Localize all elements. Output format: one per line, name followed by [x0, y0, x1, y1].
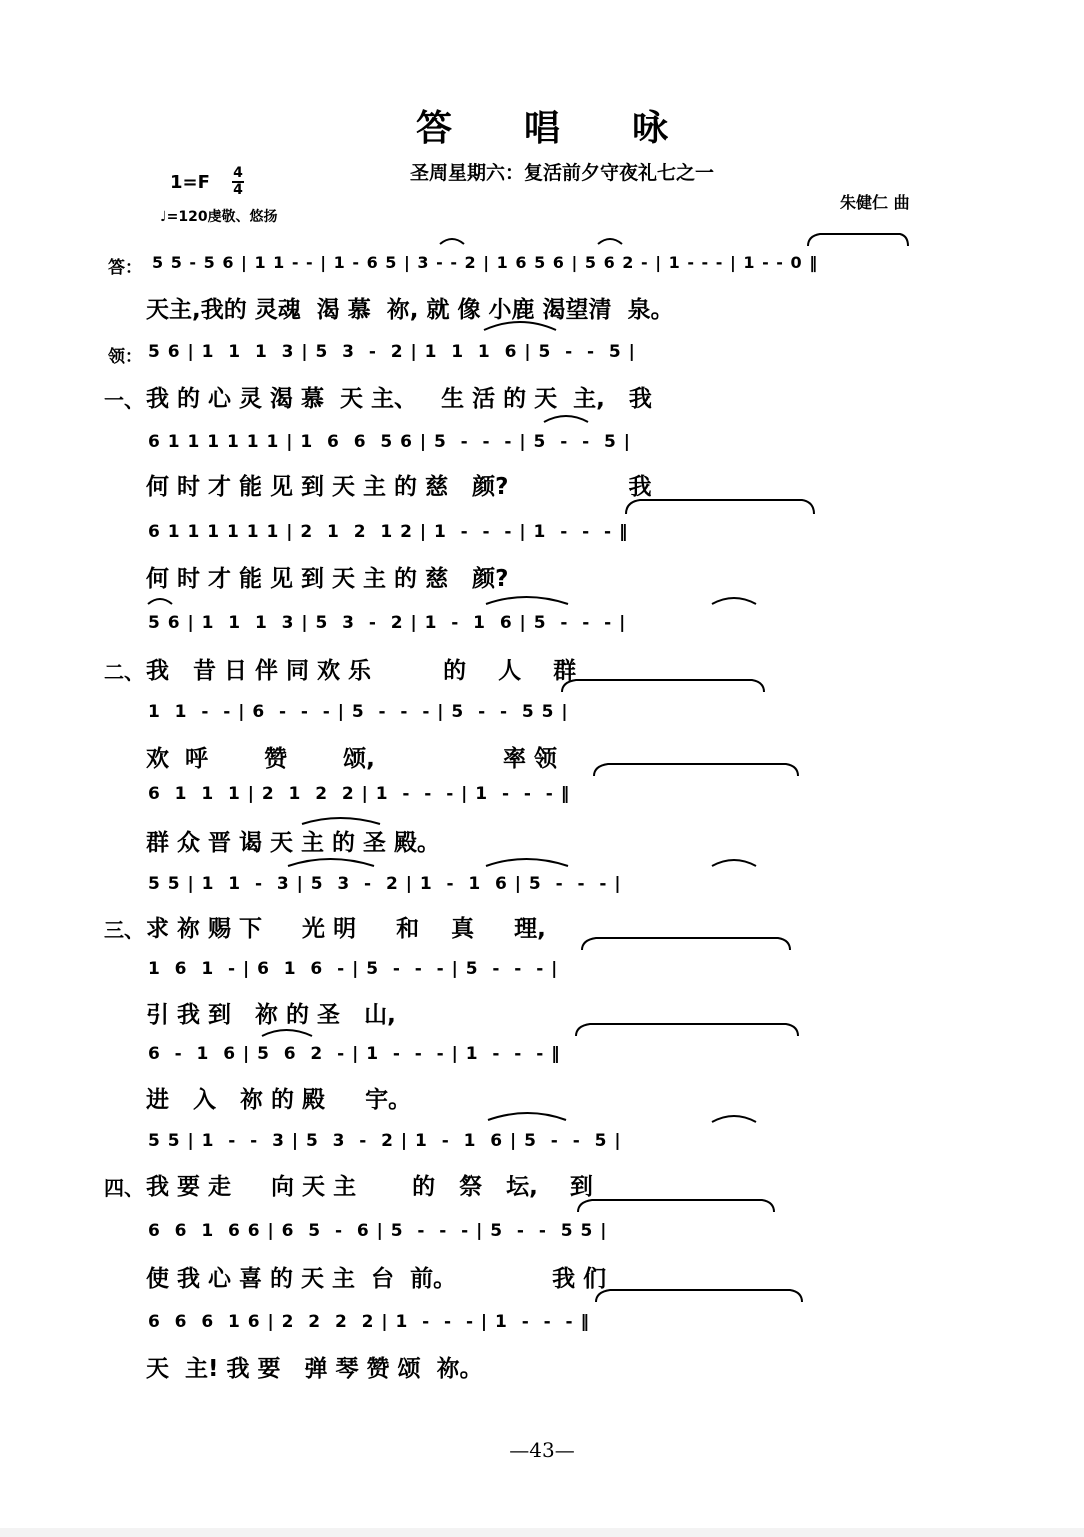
notes-line-3: 6 1 1 1 1 1 1 | 2 1 2 1 2 | 1 - - - | 1 - - - ‖: [148, 522, 629, 542]
notes-line-11: 6 6 1 6 6 | 6 5 - 6 | 5 - - - | 5 - - 5 5 |: [148, 1221, 608, 1241]
lyrics-line-7: 求 祢 赐 下 光 明 和 真 理,: [146, 916, 546, 942]
lyrics-line-8: 引 我 到 祢 的 圣 山,: [146, 1002, 396, 1028]
verse-2-prefix: 二、: [104, 660, 144, 684]
tie: [626, 500, 814, 514]
lyrics-line-2: 何 时 才 能 见 到 天 主 的 慈 颜? 我: [146, 474, 652, 500]
slur: [148, 599, 172, 604]
verse-4-prefix: 四、: [104, 1176, 144, 1200]
verse-1-prefix: 一、: [104, 388, 144, 412]
slur: [544, 416, 588, 422]
composer: 朱健仁 曲: [840, 193, 910, 212]
notes-line-9: 6 - 1 6 | 5 6 2 - | 1 - - - | 1 - - - ‖: [148, 1044, 561, 1064]
slur: [440, 239, 464, 244]
tie: [596, 1290, 802, 1302]
lyrics-line-11: 使 我 心 喜 的 天 主 台 前。 我 们: [146, 1266, 607, 1292]
lyrics-line-5: 欢 呼 赞 颂, 率 领: [146, 746, 557, 772]
page-number: —43—: [509, 1438, 575, 1462]
lyrics-line-3: 何 时 才 能 见 到 天 主 的 慈 颜?: [146, 566, 509, 592]
page-title: 答唱咏: [415, 107, 740, 149]
slur: [484, 322, 556, 330]
slur: [488, 1113, 566, 1120]
notes-line-4: 5 6 | 1 1 1 3 | 5 3 - 2 | 1 - 1 6 | 5 - - - |: [148, 613, 627, 633]
slur: [712, 860, 756, 866]
lyrics-line-9: 进 入 祢 的 殿 宇。: [146, 1087, 412, 1113]
lyrics-line-10: 我 要 走 向 天 主 的 祭 坛, 到: [146, 1174, 593, 1200]
notes-line-12: 6 6 6 1 6 | 2 2 2 2 | 1 - - - | 1 - - - ‖: [148, 1312, 590, 1332]
time-top: 4: [233, 165, 243, 181]
lyrics-line-6: 群 众 晋 谒 天 主 的 圣 殿。: [146, 830, 441, 856]
lead-label: 领：: [108, 347, 142, 367]
tie: [578, 1200, 774, 1212]
tie: [576, 1024, 798, 1036]
lyrics-line-1: 我 的 心 灵 渴 慕 天 主、 生 活 的 天 主, 我: [146, 386, 652, 412]
tie: [562, 680, 764, 692]
notes-line-6: 6 1 1 1 | 2 1 2 2 | 1 - - - | 1 - - - ‖: [148, 784, 571, 804]
notes-line-10: 5 5 | 1 - - 3 | 5 3 - 2 | 1 - 1 6 | 5 - - 5 |: [148, 1131, 622, 1151]
notes-line-1: 5 6 | 1 1 1 3 | 5 3 - 2 | 1 1 1 6 | 5 - - 5 |: [148, 342, 636, 362]
slur: [288, 859, 374, 866]
notes-line-5: 1 1 - - | 6 - - - | 5 - - - | 5 - - 5 5 |: [148, 702, 569, 722]
slur: [486, 597, 568, 604]
page-subtitle: 圣周星期六：复活前夕守夜礼七之一: [409, 162, 714, 184]
lyrics-line-4: 我 昔 日 伴 同 欢 乐 的 人 群: [146, 658, 577, 684]
slur: [712, 1116, 756, 1122]
tie: [582, 938, 790, 950]
tie: [594, 764, 798, 776]
slur: [712, 598, 756, 604]
notes-line-7: 5 5 | 1 1 - 3 | 5 3 - 2 | 1 - 1 6 | 5 - - - |: [148, 874, 622, 894]
notes-line-8: 1 6 1 - | 6 1 6 - | 5 - - - | 5 - - - |: [148, 959, 559, 979]
slur: [486, 859, 568, 866]
tempo-marking: ♩=120虔敬、悠扬: [160, 209, 278, 225]
slur: [302, 818, 380, 824]
notes-line-2: 6 1 1 1 1 1 1 | 1 6 6 5 6 | 5 - - - | 5 - - 5 |: [148, 432, 631, 452]
slur: [598, 239, 622, 244]
key-signature: 1=F: [170, 172, 210, 193]
refrain-label: 答：: [108, 258, 142, 278]
time-bottom: 4: [233, 182, 243, 198]
tie: [808, 234, 908, 246]
slur: [262, 1030, 312, 1036]
lyrics-line-12: 天 主! 我 要 弹 琴 赞 颂 祢。: [146, 1356, 483, 1382]
refrain-lyrics: 天主,我的 灵魂 渴 慕 祢, 就 像 小鹿 渴望清 泉。: [146, 297, 674, 323]
verse-3-prefix: 三、: [104, 918, 144, 942]
refrain-notes: 5 5 - 5 6 | 1 1 - - | 1 - 6 5 | 3 - - 2 | 1 6 5 6 | 5 6 2 - | 1 - - - | 1 - - 0 ‖: [152, 253, 819, 272]
